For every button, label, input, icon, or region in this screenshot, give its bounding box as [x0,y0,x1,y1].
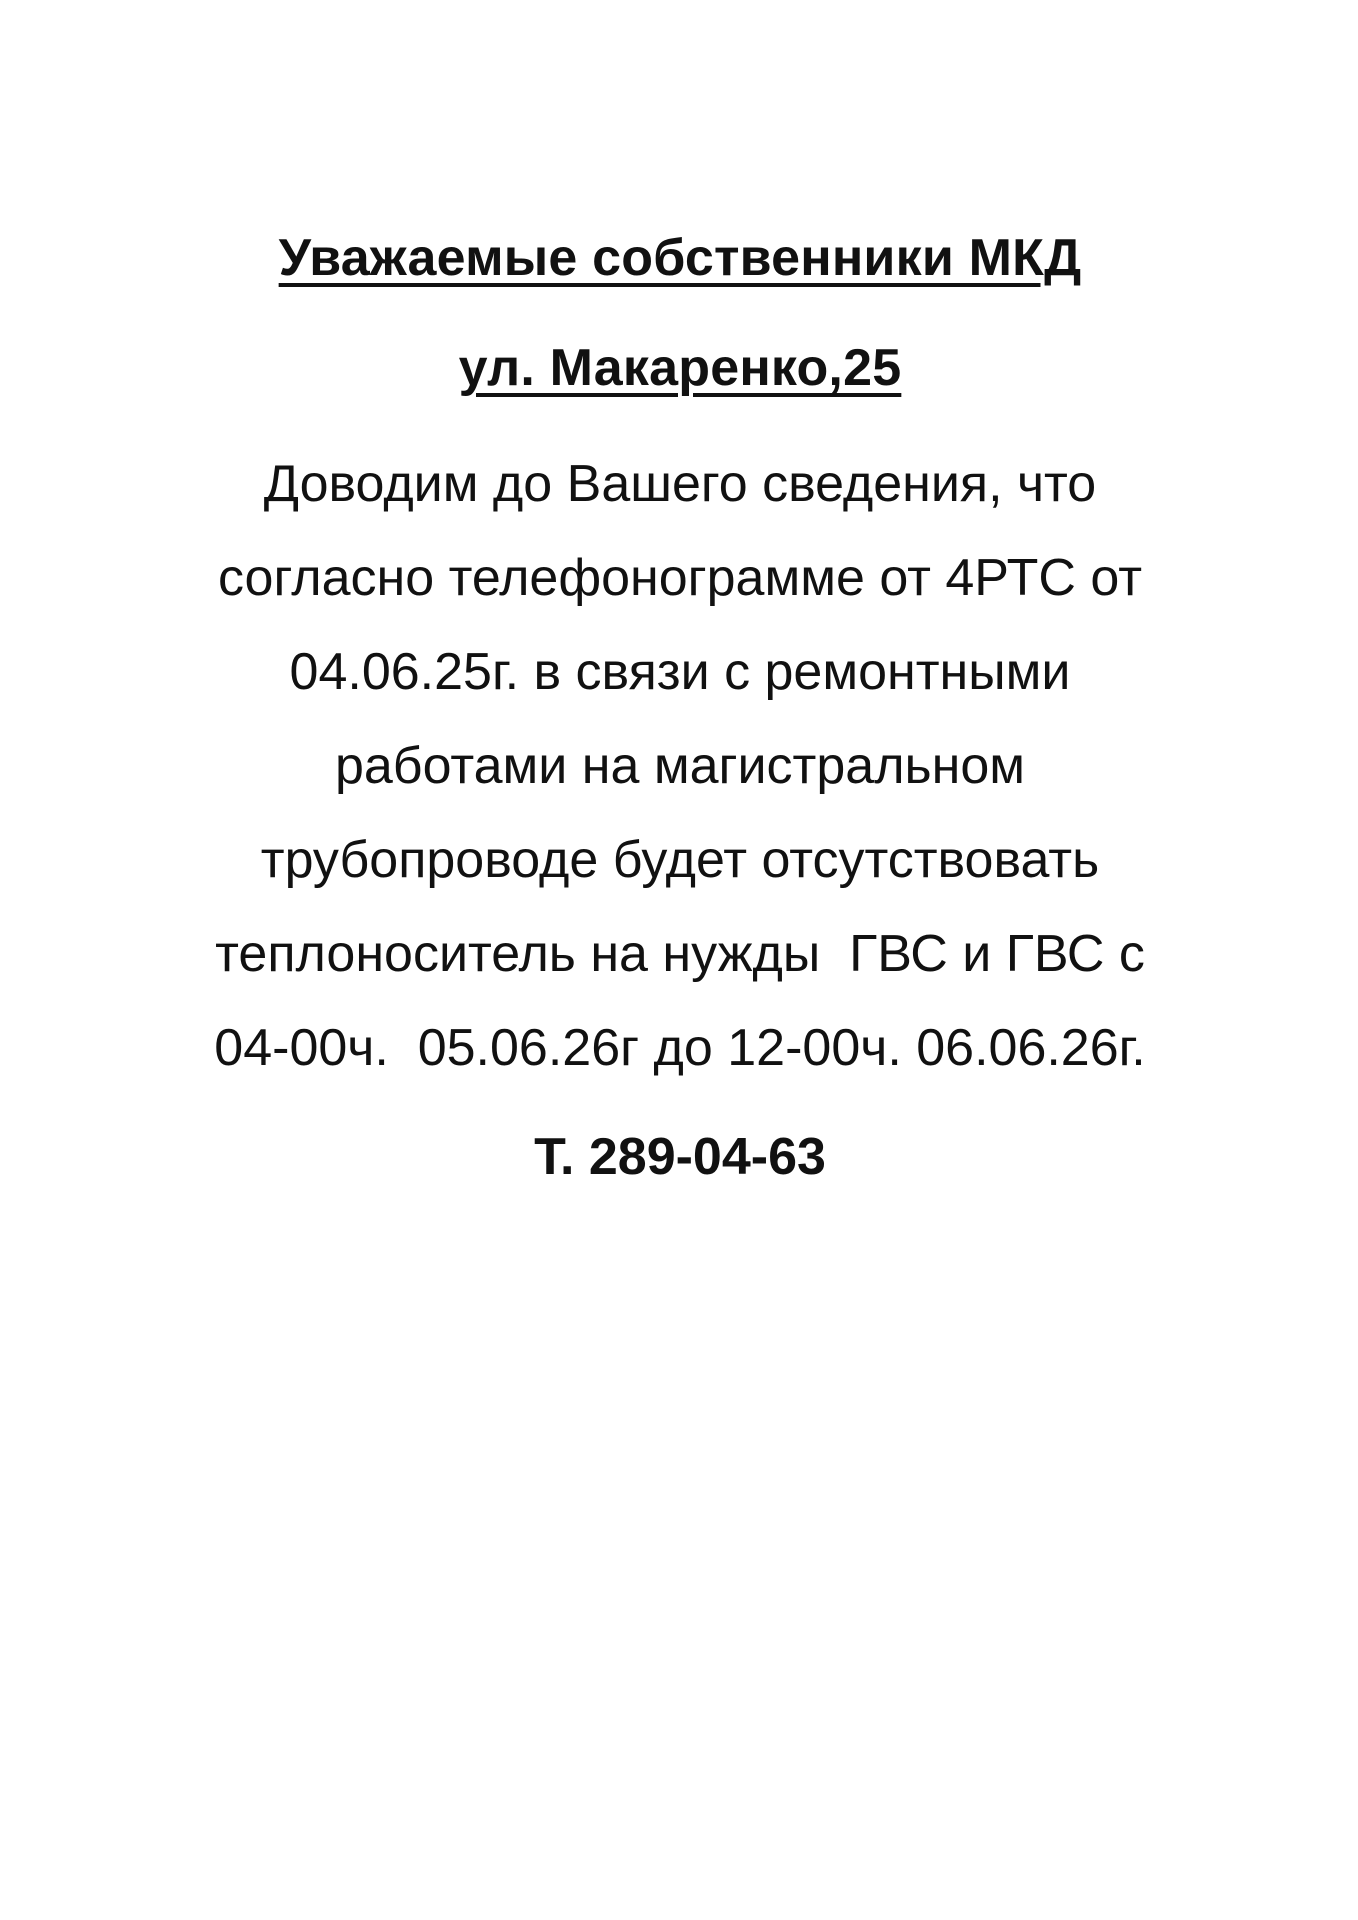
notice-body [160,437,1200,1095]
body-line: теплоноситель на нужды ГВС и ГВС с [215,925,1145,983]
body-line: согласно телефонограмме от 4РТС от [217,549,1143,607]
body-line: 04-00ч. 05.06.26г до 12-00ч. 06.06.26г. [214,1019,1146,1077]
notice-title: Уважаемые собственники МКД [278,229,1082,287]
body-line: Доводим до Вашего сведения, что [263,455,1097,513]
notice-address: ул. Макаренко,25 [458,339,902,397]
contact-phone: Т. 289-04-63 [534,1128,826,1186]
body-line: трубопроводе будет отсутствовать [260,831,1100,889]
notice-block [160,229,1200,1186]
body-line: 04.06.25г. в связи с ремонтными [289,643,1071,701]
body-line: работами на магистральном [334,737,1026,795]
